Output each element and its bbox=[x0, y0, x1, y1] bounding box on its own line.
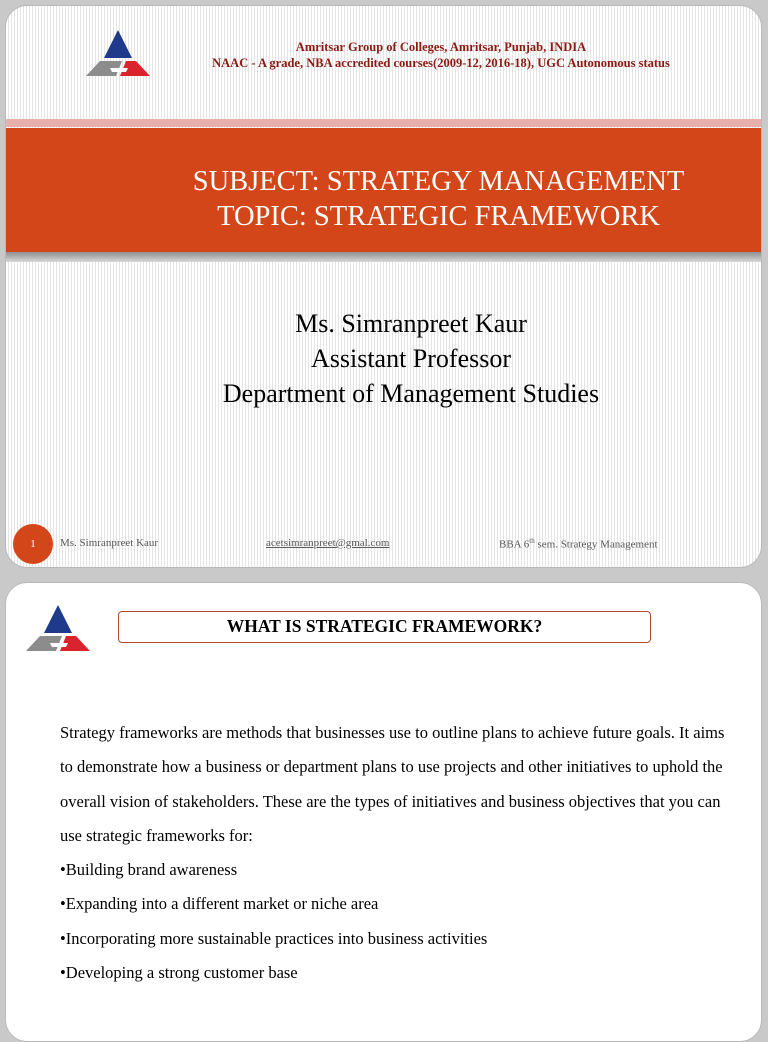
college-name: Amritsar Group of Colleges, Amritsar, Punjab, INDIA bbox=[295, 40, 587, 54]
college-accreditation: NAAC - A grade, NBA accredited courses(2009-12, 2016-18), UGC Autonomous status bbox=[212, 56, 670, 70]
bullet-item: •Expanding into a different market or niche area bbox=[60, 894, 379, 914]
slide-number-badge: 1 bbox=[13, 524, 53, 564]
bullet-item: •Building brand awareness bbox=[60, 860, 238, 880]
presenter-block bbox=[6, 306, 761, 411]
slide-heading: WHAT IS STRATEGIC FRAMEWORK? bbox=[118, 611, 651, 643]
bullet-item: •Developing a strong customer base bbox=[60, 963, 298, 983]
content-slide bbox=[5, 582, 762, 1042]
title-band bbox=[6, 128, 761, 252]
intro-paragraph: Strategy frameworks are methods that businesses use to outline plans to achieve future goals. It aims to demonstrate how a business or department plans to use projects and other initiatives to uphold the overall vision of stakeholders. These are the types of initiatives and business objectives that you can use strategic frameworks for: bbox=[60, 723, 725, 845]
presenter-title: Assistant Professor bbox=[310, 344, 512, 373]
subject-title: SUBJECT: STRATEGY MANAGEMENT bbox=[192, 166, 685, 197]
footer-email-link[interactable]: acetsimranpreet@gmal.com bbox=[266, 537, 390, 549]
footer-course bbox=[499, 537, 658, 551]
pink-divider bbox=[6, 119, 761, 127]
college-logo-icon bbox=[82, 28, 154, 84]
presenter-department: Department of Management Studies bbox=[222, 379, 600, 408]
presenter-name: Ms. Simranpreet Kaur bbox=[295, 309, 527, 338]
topic-title: TOPIC: STRATEGIC FRAMEWORK bbox=[217, 201, 660, 232]
college-logo-icon bbox=[22, 603, 94, 659]
footer-author: Ms. Simranpreet Kaur bbox=[60, 537, 159, 549]
footer-course-sup: th bbox=[529, 537, 535, 545]
bullet-item: •Incorporating more sustainable practices into business activities bbox=[60, 928, 488, 948]
slide-body bbox=[60, 716, 730, 990]
college-header bbox=[156, 39, 726, 71]
footer-course-suffix: sem. Strategy Management bbox=[534, 538, 658, 551]
title-slide bbox=[5, 5, 762, 568]
grey-divider bbox=[6, 252, 761, 262]
footer-course-prefix: BBA 6 bbox=[499, 538, 530, 551]
